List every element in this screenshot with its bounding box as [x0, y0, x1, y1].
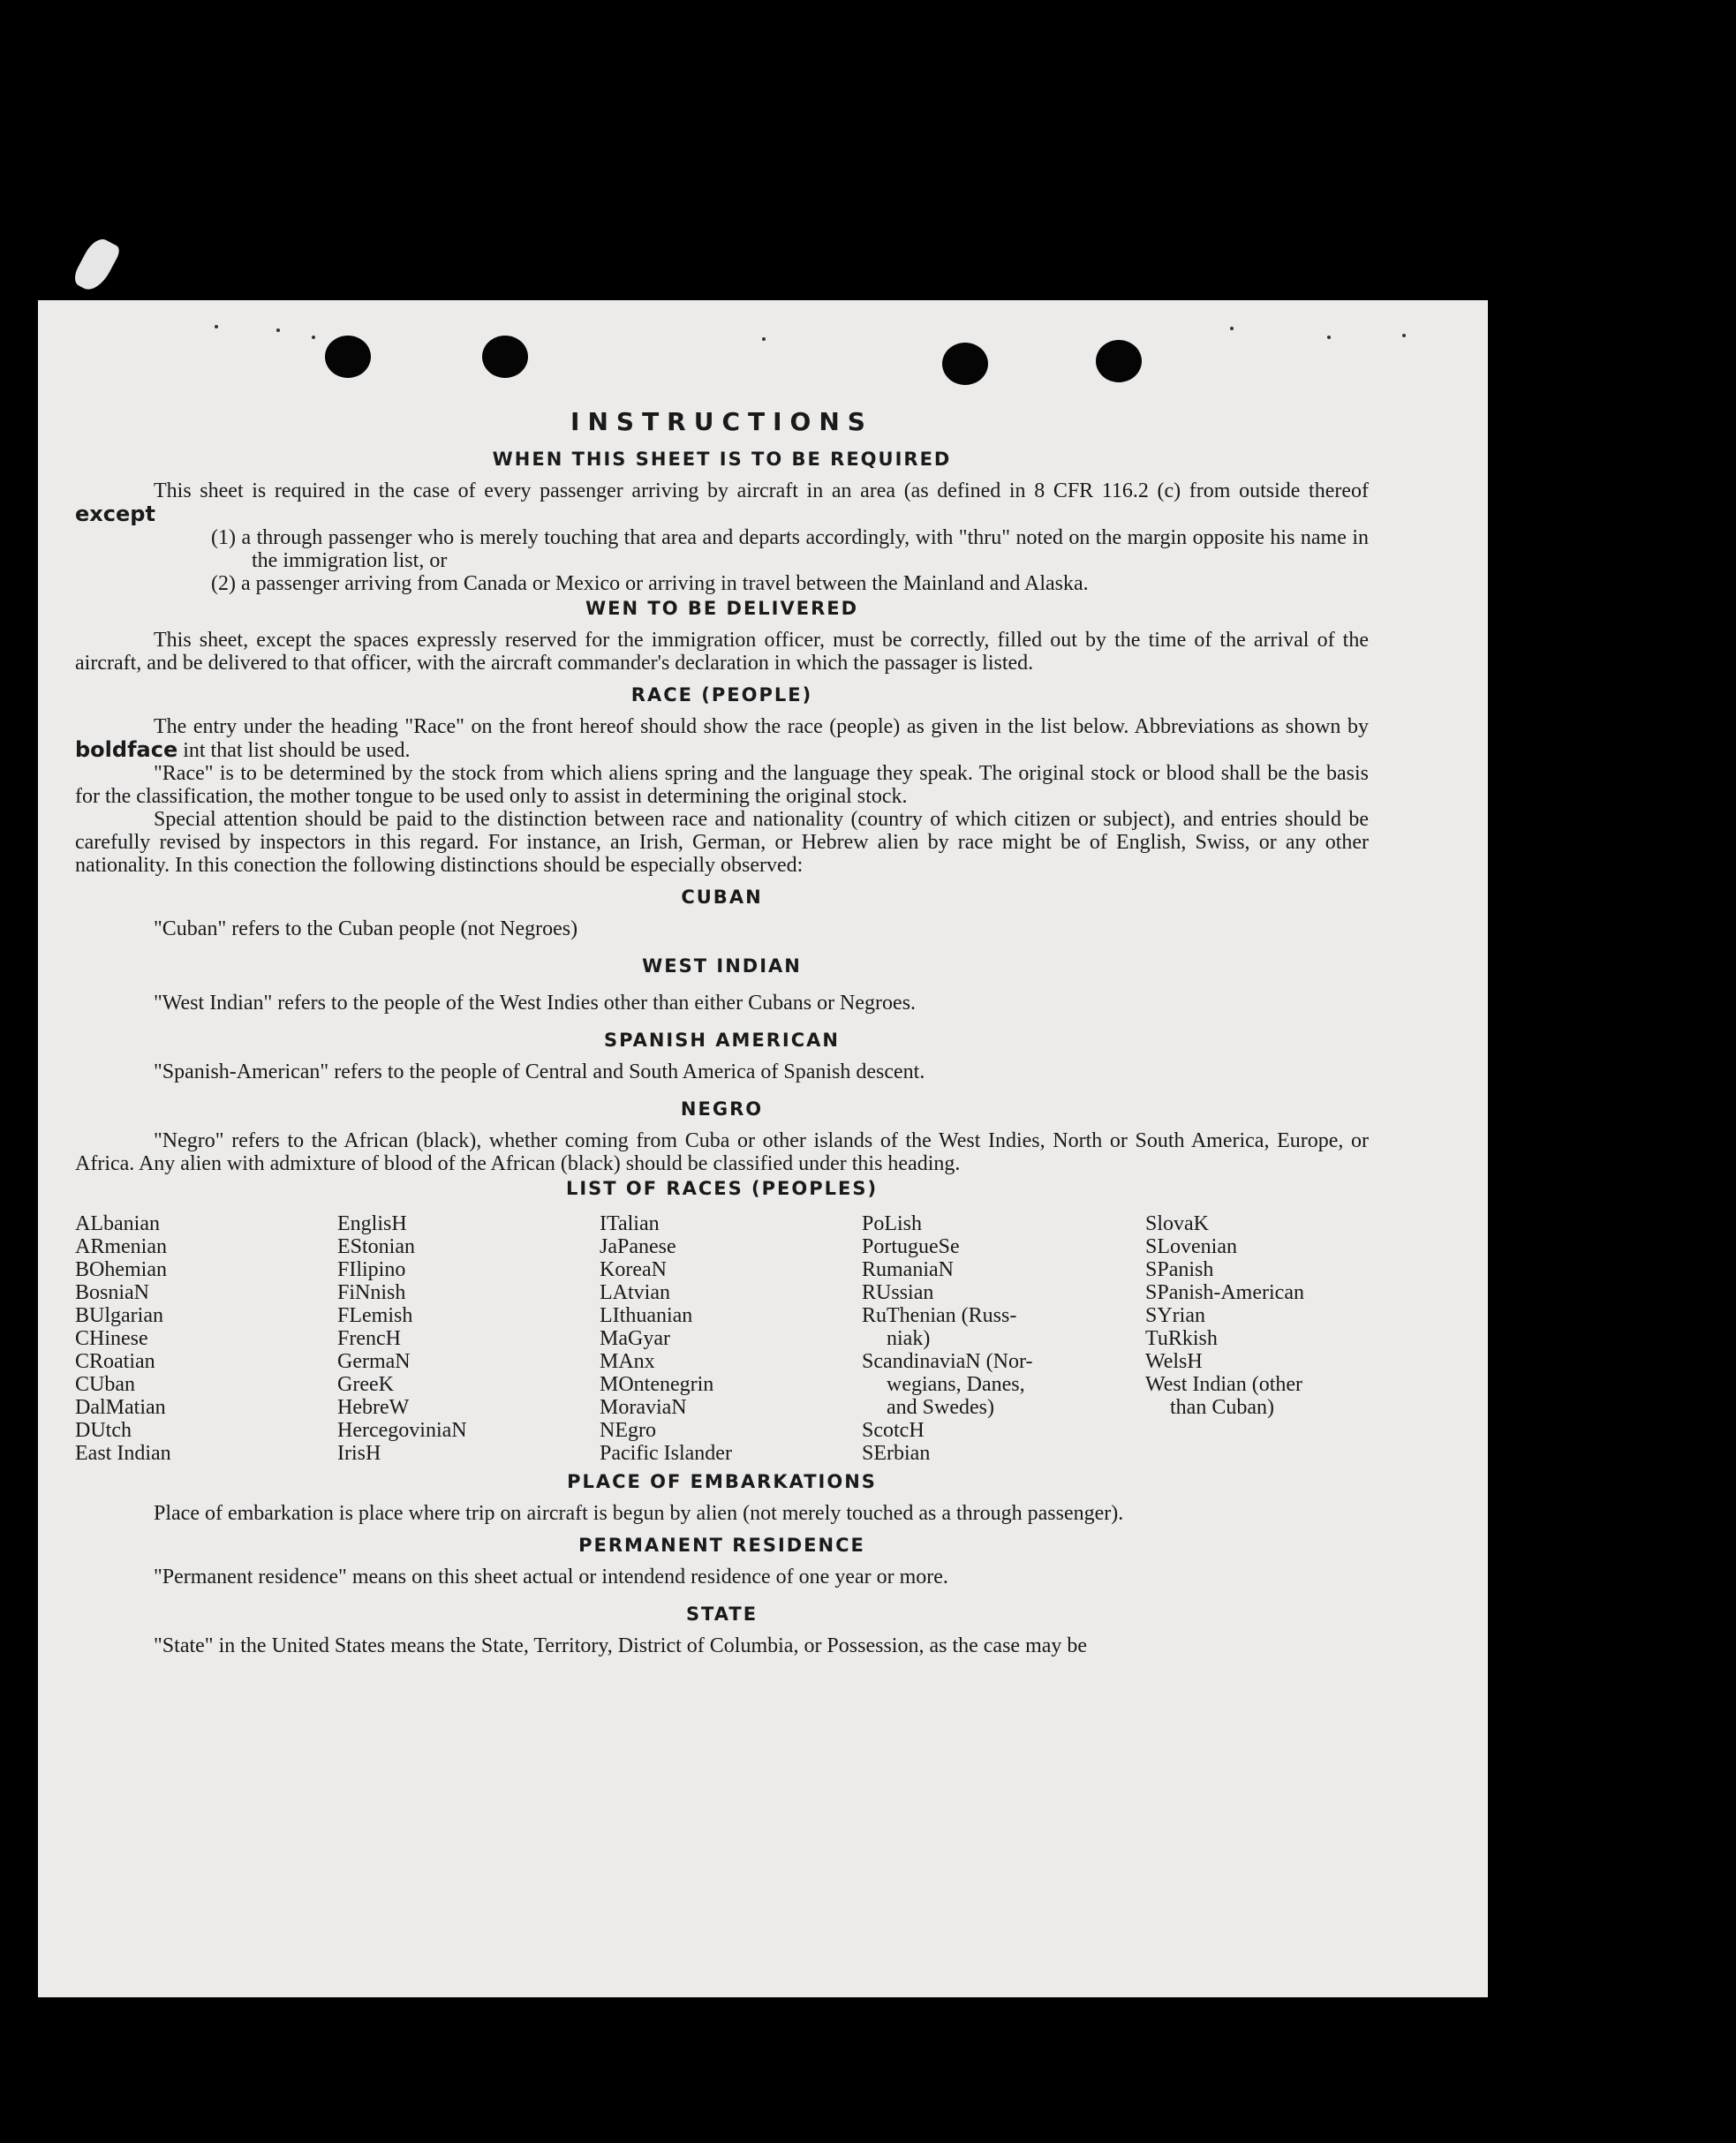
- ink-speck: [215, 325, 218, 328]
- race-entry: CHinese: [75, 1327, 148, 1350]
- race-entry: ScotcH: [862, 1419, 925, 1442]
- negro-paragraph: "Negro" refers to the African (black), whether coming from Cuba or other islands of the West Indies, North or South America, Europe, or Africa. Any alien with admixture of blood of the African (black) should be classified under this heading.: [75, 1129, 1369, 1175]
- race-entry: MOntenegrin: [600, 1373, 714, 1396]
- race-entry: MaGyar: [600, 1327, 670, 1350]
- race-entry: GreeK: [337, 1373, 394, 1396]
- race-entry: LIthuanian: [600, 1304, 693, 1327]
- race-entry: EStonian: [337, 1235, 415, 1258]
- race-entry: PortugueSe: [862, 1235, 960, 1258]
- race-entry: EnglisH: [337, 1212, 407, 1235]
- race-entry: ALbanian: [75, 1212, 160, 1235]
- race-entry: TuRkish: [1145, 1327, 1218, 1350]
- race-entry: WelsH: [1145, 1350, 1203, 1373]
- race-entry: JaPanese: [600, 1235, 676, 1258]
- required-item-1: (1) a through passenger who is merely touching that area and departs accordingly, with "thru" noted on the margin opposite his name in the immigration list, or: [211, 526, 1369, 572]
- punch-hole: [325, 336, 371, 378]
- race-entry: East Indian: [75, 1442, 171, 1465]
- race-entry: MoraviaN: [600, 1396, 687, 1419]
- race-entry: GermaN: [337, 1350, 411, 1373]
- boldface-bold: boldface: [75, 737, 178, 762]
- race-paragraph-2: "Race" is to be determined by the stock from which aliens spring and the language they speak. The original stock or blood shall be the basis for the classification, the mother tongue to be used only to assist in determining the original stock.: [75, 762, 1369, 808]
- race-entry: RUssian: [862, 1281, 934, 1304]
- race-entry: wegians, Danes,: [887, 1373, 1025, 1396]
- race-entry: FIlipino: [337, 1258, 406, 1281]
- section-heading-delivered: WEN TO BE DELIVERED: [585, 598, 859, 619]
- race-entry: RuThenian (Russ-: [862, 1304, 1017, 1327]
- race-entry: than Cuban): [1170, 1396, 1274, 1419]
- race-entry: RumaniaN: [862, 1258, 954, 1281]
- race-entry: FrencH: [337, 1327, 401, 1350]
- races-column-3: [600, 1212, 732, 1465]
- race-paragraph-1: The entry under the heading "Race" on the front hereof should show the race (people) as given in the list below. Abbreviations as shown by boldface int that list should be used.: [75, 715, 1369, 762]
- race-entry: LAtvian: [600, 1281, 670, 1304]
- races-column-1: [75, 1212, 171, 1465]
- race-entry: PoLish: [862, 1212, 923, 1235]
- race-entry: DUtch: [75, 1419, 132, 1442]
- section-heading-state: STATE: [685, 1603, 759, 1625]
- required-paragraph: This sheet is required in the case of every passenger arriving by aircraft in an area (as defined in 8 CFR 116.2 (c) from outside thereof except: [75, 479, 1369, 526]
- embarkation-paragraph: Place of embarkation is place where trip on aircraft is begun by alien (not merely touched as a through passenger).: [154, 1502, 1124, 1525]
- section-heading-race: RACE (PEOPLE): [630, 684, 813, 706]
- document-body: [75, 402, 1369, 1657]
- section-heading-required: WHEN THIS SHEET IS TO BE REQUIRED: [492, 449, 952, 470]
- race-entry: and Swedes): [887, 1396, 994, 1419]
- race-paragraph-3: Special attention should be paid to the distinction between race and nationality (country of which citizen or subject), and entries should be carefully revised by inspectors in this regard. For instance, an Irish, German, or Hebrew alien by race might be of English, Swiss, or any other nationality. In this conection the following distinctions should be especially observed:: [75, 808, 1369, 877]
- race-entry: SErbian: [862, 1442, 931, 1465]
- section-heading-permanent-residence: PERMANENT RESIDENCE: [578, 1535, 865, 1556]
- race-entry: SPanish: [1145, 1258, 1214, 1281]
- ink-speck: [762, 337, 766, 341]
- races-column-2: [337, 1212, 467, 1465]
- race-entry: FLemish: [337, 1304, 413, 1327]
- race-entry: niak): [887, 1327, 931, 1350]
- state-paragraph: "State" in the United States means the State, Territory, District of Columbia, or Possession, as the case may be: [154, 1634, 1088, 1657]
- ink-speck: [312, 336, 315, 339]
- race-entry: MAnx: [600, 1350, 655, 1373]
- race-entry: HercegoviniaN: [337, 1419, 467, 1442]
- section-heading-spanish-american: SPANISH AMERICAN: [604, 1030, 840, 1051]
- race-entry: SYrian: [1145, 1304, 1205, 1327]
- page-title: INSTRUCTIONS: [570, 407, 873, 436]
- ink-speck: [276, 328, 280, 332]
- race-entry: IrisH: [337, 1442, 381, 1465]
- section-heading-list-of-races: LIST OF RACES (PEOPLES): [565, 1178, 879, 1199]
- race-entry: NEgro: [600, 1419, 656, 1442]
- delivered-paragraph: This sheet, except the spaces expressly reserved for the immigration officer, must be correctly, filled out by the time of the arrival of the aircraft, and be delivered to that officer, with the aircraft commander's declaration in which the passager is listed.: [75, 629, 1369, 675]
- race-entry: SlovaK: [1145, 1212, 1209, 1235]
- race-entry: ARmenian: [75, 1235, 167, 1258]
- cuban-paragraph: "Cuban" refers to the Cuban people (not Negroes): [154, 917, 578, 940]
- race-entry: ITalian: [600, 1212, 660, 1235]
- race-entry: SLovenian: [1145, 1235, 1237, 1258]
- ink-speck: [1230, 327, 1234, 330]
- race-entry: Pacific Islander: [600, 1442, 732, 1465]
- west-indian-paragraph: "West Indian" refers to the people of the West Indies other than either Cubans or Negroes.: [154, 992, 917, 1015]
- races-column-4: [862, 1212, 1032, 1465]
- residence-paragraph: "Permanent residence" means on this sheet actual or intendend residence of one year or more.: [154, 1566, 948, 1588]
- except-bold: except: [75, 502, 155, 526]
- race-entry: KoreaN: [600, 1258, 667, 1281]
- race-entry: BOhemian: [75, 1258, 167, 1281]
- section-heading-cuban: CUBAN: [681, 887, 763, 908]
- punch-hole: [942, 343, 988, 385]
- torn-paper-scrap: [71, 235, 122, 296]
- spanish-american-paragraph: "Spanish-American" refers to the people of Central and South America of Spanish descent.: [154, 1060, 925, 1083]
- ink-speck: [1327, 336, 1331, 339]
- race-entry: HebreW: [337, 1396, 410, 1419]
- race-entry: CRoatian: [75, 1350, 155, 1373]
- race-entry: SPanish-American: [1145, 1281, 1304, 1304]
- section-heading-west-indian: WEST INDIAN: [642, 955, 802, 977]
- races-column-5: [1145, 1212, 1304, 1419]
- race-entry: ScandinaviaN (Nor-: [862, 1350, 1033, 1373]
- section-heading-negro: NEGRO: [680, 1098, 764, 1120]
- required-item-2: (2) a passenger arriving from Canada or Mexico or arriving in travel between the Mainland and Alaska.: [211, 572, 1089, 595]
- punch-hole: [482, 336, 528, 378]
- race-entry: DalMatian: [75, 1396, 166, 1419]
- races-list: [75, 1212, 1369, 1468]
- race-entry: FiNnish: [337, 1281, 406, 1304]
- ink-speck: [1402, 334, 1406, 337]
- race-entry: BosniaN: [75, 1281, 149, 1304]
- punch-hole: [1096, 340, 1142, 382]
- section-heading-embarkation: PLACE OF EMBARKATIONS: [567, 1471, 877, 1492]
- race-entry: CUban: [75, 1373, 135, 1396]
- race-entry: West Indian (other: [1145, 1373, 1303, 1396]
- race-entry: BUlgarian: [75, 1304, 163, 1327]
